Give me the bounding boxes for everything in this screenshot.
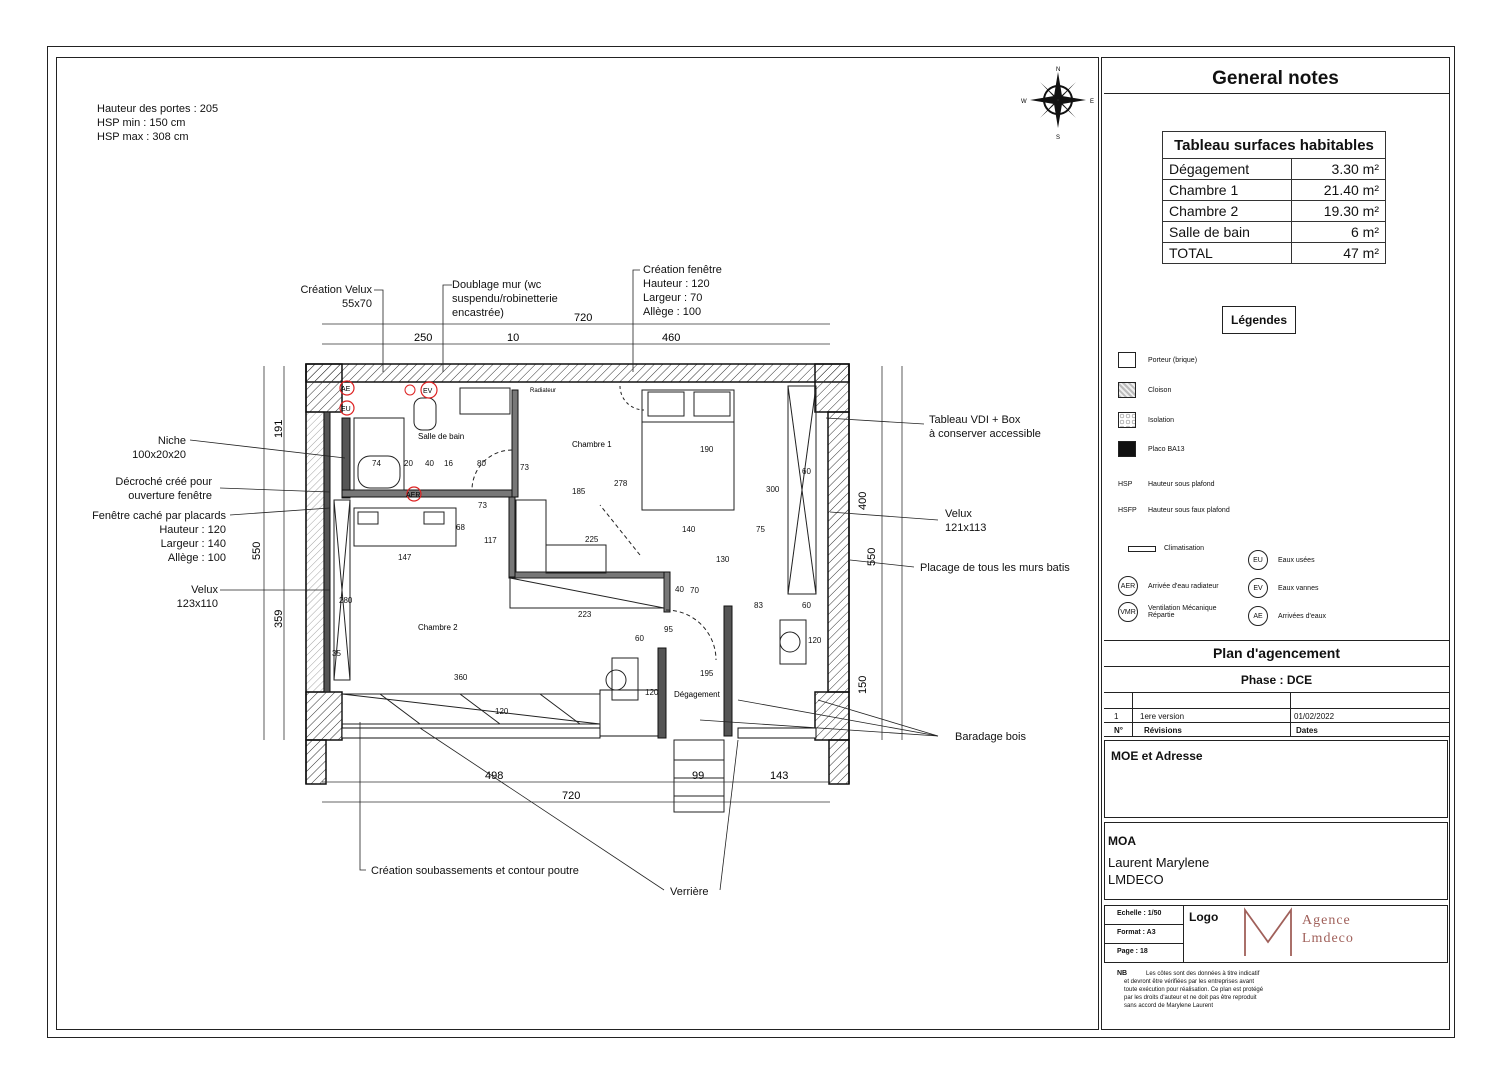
- echelle: Echelle : 1/50: [1117, 910, 1162, 917]
- compass-icon: [1021, 67, 1094, 141]
- nb-text: Les côtes sont des données à titre indicatif et devront être vérifiées par les entreprises avant toute exécution pour réalisation. Ce plan est protégé par les droits d'auteur et ne doit pas être reproduit sans accord de Marylene Laurent: [1124, 971, 1264, 1009]
- svg-text:S: S: [1056, 135, 1061, 141]
- legend-placo: Placo BA13: [1118, 441, 1185, 457]
- svg-text:70: 70: [690, 586, 699, 595]
- table-row: Dégagement 3.30 m²: [1163, 159, 1386, 180]
- svg-text:223: 223: [578, 610, 592, 619]
- format: Format : A3: [1117, 929, 1156, 936]
- svg-text:73: 73: [520, 463, 529, 472]
- moa-label: MOA: [1108, 834, 1136, 848]
- svg-text:W: W: [1021, 99, 1027, 105]
- label-niche: Niche 100x20x20: [132, 435, 186, 461]
- water-markers: [340, 381, 437, 501]
- legend-porteur: Porteur (brique): [1118, 352, 1197, 368]
- label-velux-left: Velux 123x110: [176, 584, 218, 610]
- svg-text:190: 190: [700, 445, 714, 454]
- svg-text:40: 40: [675, 585, 684, 594]
- svg-text:60: 60: [802, 467, 811, 476]
- table-row: Chambre 1 21.40 m²: [1163, 180, 1386, 201]
- label-velux-creation: Création Velux 55x70: [300, 284, 372, 310]
- svg-text:60: 60: [635, 634, 644, 643]
- moa-company: LMDECO: [1108, 872, 1164, 887]
- svg-text:AER: AER: [406, 492, 421, 499]
- svg-text:16: 16: [444, 459, 453, 468]
- porteur-icon: [1118, 352, 1136, 368]
- climatisation-icon: [1128, 546, 1156, 552]
- svg-text:75: 75: [756, 525, 765, 534]
- moa-name: Laurent Marylene: [1108, 855, 1210, 870]
- room-labels: [418, 388, 721, 699]
- svg-text:73: 73: [478, 501, 487, 510]
- room-chambre1: Chambre 1: [572, 440, 612, 449]
- svg-text:120: 120: [645, 688, 659, 697]
- room-sdb: Salle de bain: [418, 432, 465, 441]
- label-fenetre-creation: Création fenêtre Hauteur : 120 Largeur : 70 Allège : 100: [643, 264, 722, 318]
- svg-text:460: 460: [662, 332, 681, 344]
- nb-label: NB: [1117, 970, 1128, 977]
- inner-dimensions: [332, 445, 822, 716]
- legend-aer: AER Arrivée d'eau radiateur: [1118, 576, 1219, 596]
- svg-text:EU: EU: [341, 406, 351, 413]
- legend-ev: EV Eaux vannes: [1248, 578, 1318, 598]
- svg-text:117: 117: [484, 536, 497, 545]
- svg-text:20: 20: [404, 459, 413, 468]
- svg-text:EV: EV: [423, 388, 433, 395]
- svg-text:225: 225: [585, 535, 599, 544]
- rev-header-num: N°: [1114, 726, 1123, 735]
- legend-eu: EU Eaux usées: [1248, 550, 1315, 570]
- svg-text:99: 99: [692, 770, 705, 782]
- svg-text:10: 10: [507, 332, 520, 344]
- label-fenetre-cachee: Fenêtre caché par placards Hauteur : 120 Largeur : 140 Allège : 100: [92, 510, 226, 564]
- svg-text:140: 140: [682, 525, 696, 534]
- svg-text:185: 185: [572, 487, 586, 496]
- legend-cloison: Cloison: [1118, 382, 1171, 398]
- svg-text:130: 130: [716, 555, 730, 564]
- surfaces-title: Tableau surfaces habitables: [1163, 132, 1386, 159]
- revision-num: 1: [1114, 712, 1119, 721]
- svg-text:278: 278: [614, 479, 628, 488]
- svg-text:147: 147: [398, 553, 412, 562]
- legend-ae: AE Arrivées d'eaux: [1248, 606, 1326, 626]
- room-chambre2: Chambre 2: [418, 623, 458, 632]
- svg-text:720: 720: [574, 312, 593, 324]
- interior-partitions: [324, 390, 732, 738]
- note-door-height: Hauteur des portes : 205: [97, 103, 219, 115]
- svg-text:359: 359: [273, 609, 285, 628]
- svg-text:80: 80: [477, 459, 486, 468]
- svg-text:143: 143: [770, 770, 789, 782]
- label-velux-right: Velux 121x113: [945, 508, 987, 534]
- plan-title: Plan d'agencement: [1212, 645, 1341, 661]
- isolation-icon: [1118, 412, 1136, 428]
- svg-text:35: 35: [332, 649, 341, 658]
- phase: Phase : DCE: [1240, 673, 1313, 687]
- logo-m-icon: [1240, 906, 1296, 960]
- label-decroche: Décroché créé pour ouverture fenêtre: [115, 476, 212, 502]
- label-verriere: Verrière: [670, 886, 709, 898]
- general-notes-title: General notes: [1212, 68, 1339, 89]
- surfaces-table: [1162, 131, 1386, 264]
- svg-text:120: 120: [495, 707, 509, 716]
- legend-title: Légendes: [1222, 306, 1296, 334]
- svg-text:280: 280: [339, 596, 353, 605]
- table-row: Chambre 2 19.30 m²: [1163, 201, 1386, 222]
- svg-text:250: 250: [414, 332, 433, 344]
- svg-text:E: E: [1090, 99, 1095, 105]
- moe-label: MOE et Adresse: [1111, 749, 1203, 763]
- svg-text:300: 300: [766, 485, 780, 494]
- room-degagement: Dégagement: [674, 690, 720, 699]
- revision-desc: 1ere version: [1140, 712, 1185, 721]
- table-row: TOTAL 47 m²: [1163, 243, 1386, 264]
- note-hsp-min: HSP min : 150 cm: [97, 117, 186, 129]
- svg-text:150: 150: [857, 675, 869, 694]
- note-hsp-max: HSP max : 308 cm: [97, 131, 189, 143]
- logo-label: Logo: [1189, 910, 1219, 924]
- svg-text:40: 40: [425, 459, 434, 468]
- legend-vmr: VMR Ventilation Mécanique Répartie: [1118, 602, 1238, 622]
- rev-header-date: Dates: [1296, 726, 1318, 735]
- svg-text:95: 95: [664, 625, 673, 634]
- svg-text:83: 83: [754, 601, 763, 610]
- legend-isolation: Isolation: [1118, 412, 1174, 428]
- svg-text:498: 498: [485, 770, 504, 782]
- table-row: Salle de bain 6 m²: [1163, 222, 1386, 243]
- room-radiateur: Radiateur: [530, 388, 557, 394]
- label-soubassements: Création soubassements et contour poutre: [371, 865, 579, 877]
- svg-text:60: 60: [802, 601, 811, 610]
- svg-text:N: N: [1056, 67, 1061, 73]
- svg-text:191: 191: [273, 419, 285, 438]
- rev-header-desc: Révisions: [1144, 726, 1182, 735]
- svg-text:550: 550: [251, 541, 263, 560]
- logo-text: Agence Lmdeco: [1302, 913, 1354, 946]
- label-baradage: Baradage bois: [955, 731, 1026, 743]
- label-placage: Placage de tous les murs batis: [920, 562, 1070, 574]
- label-doublage: Doublage mur (wc suspendu/robinetterie encastrée): [452, 279, 558, 319]
- svg-text:74: 74: [372, 459, 381, 468]
- divider: [1104, 93, 1449, 94]
- legend-hsfp: HSFP Hauteur sous faux plafond: [1118, 507, 1230, 514]
- svg-text:68: 68: [456, 523, 465, 532]
- svg-text:360: 360: [454, 673, 468, 682]
- svg-text:720: 720: [562, 790, 581, 802]
- page-number: Page : 18: [1117, 948, 1148, 955]
- revision-date: 01/02/2022: [1294, 712, 1335, 721]
- cloison-icon: [1118, 382, 1136, 398]
- svg-text:AE: AE: [341, 386, 351, 393]
- legend-clim: Climatisation: [1128, 545, 1204, 552]
- svg-text:120: 120: [808, 636, 822, 645]
- label-vdi: Tableau VDI + Box à conserver accessible: [929, 414, 1041, 440]
- legend-hsp: HSP Hauteur sous plafond: [1118, 481, 1215, 488]
- svg-text:400: 400: [857, 491, 869, 510]
- placo-icon: [1118, 441, 1136, 457]
- furniture: [334, 386, 816, 812]
- svg-text:195: 195: [700, 669, 714, 678]
- svg-text:550: 550: [866, 547, 878, 566]
